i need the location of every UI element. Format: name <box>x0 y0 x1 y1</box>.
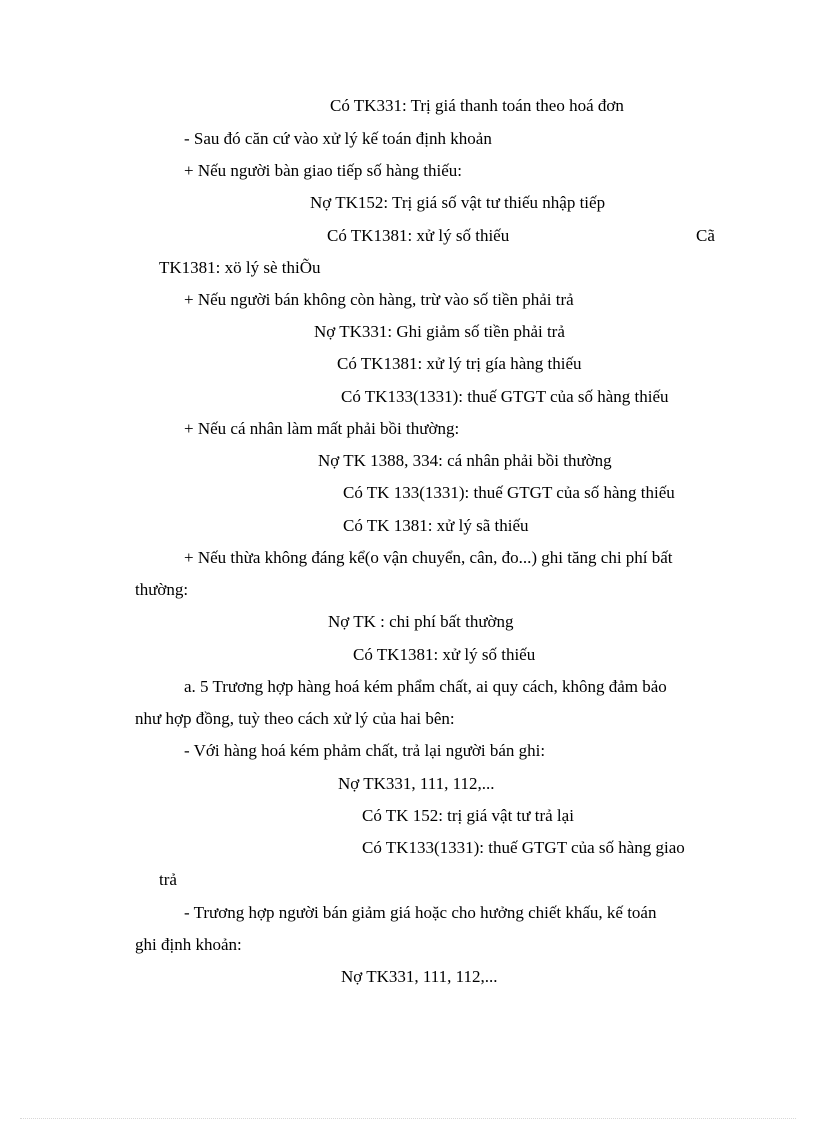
text-line: Có TK133(1331): thuế GTGT của số hàng giao <box>362 838 685 857</box>
text-line: Nợ TK : chi phí bất thường <box>328 612 514 631</box>
text-line: + Nếu người bán không còn hàng, trừ vào số tiền phải trả <box>184 290 574 309</box>
text-line: Cã <box>696 226 715 245</box>
text-line: Có TK331: Trị giá thanh toán theo hoá đơn <box>330 96 624 115</box>
text-line: + Nếu cá nhân làm mất phải bồi thường: <box>184 419 460 438</box>
text-line: Nợ TK331: Ghi giảm số tiền phải trả <box>314 322 565 341</box>
text-line: a. 5 Trương hợp hàng hoá kém phẩm chất, ai quy cách, không đảm bảo <box>184 677 667 696</box>
text-line: Nợ TK331, 111, 112,... <box>341 967 498 986</box>
text-line: như hợp đồng, tuỳ theo cách xử lý của hai bên: <box>135 709 455 728</box>
text-line: - Với hàng hoá kém phảm chất, trả lại người bán ghi: <box>184 741 546 760</box>
text-line: thường: <box>135 580 189 599</box>
text-line: Có TK1381: xử lý số thiếu <box>327 226 510 245</box>
text-line: Có TK1381: xử lý trị gía hàng thiếu <box>337 354 582 373</box>
text-line: Có TK 133(1331): thuế GTGT của số hàng thiếu <box>343 483 675 502</box>
text-line: Có TK1381: xử lý số thiếu <box>353 645 536 664</box>
text-line: + Nếu người bàn giao tiếp số hàng thiếu: <box>184 161 463 180</box>
text-line: + Nếu thừa không đáng kể(o vận chuyển, cân, đo...) ghi tăng chi phí bất <box>184 548 673 567</box>
text-line: Có TK133(1331): thuế GTGT của số hàng thiếu <box>341 387 669 406</box>
text-line: ghi định khoản: <box>135 935 242 954</box>
text-line: Nợ TK152: Trị giá số vật tư thiếu nhập tiếp <box>310 193 606 212</box>
text-line: Có TK 152: trị giá vật tư trả lại <box>362 806 574 825</box>
text-line: Nợ TK 1388, 334: cá nhân phải bồi thường <box>318 451 612 470</box>
text-line: trả <box>159 870 177 889</box>
text-line: Có TK 1381: xử lý sã thiếu <box>343 516 529 535</box>
text-line: - Trương hợp người bán giảm giá hoặc cho hưởng chiết khấu, kế toán <box>184 903 657 922</box>
text-line: TK1381: xö lý sè thiÕu <box>159 258 321 277</box>
text-line: - Sau đó căn cứ vào xử lý kế toán định khoản <box>184 129 492 148</box>
text-line: Nợ TK331, 111, 112,... <box>338 774 495 793</box>
page-bottom-rule <box>20 1118 796 1119</box>
